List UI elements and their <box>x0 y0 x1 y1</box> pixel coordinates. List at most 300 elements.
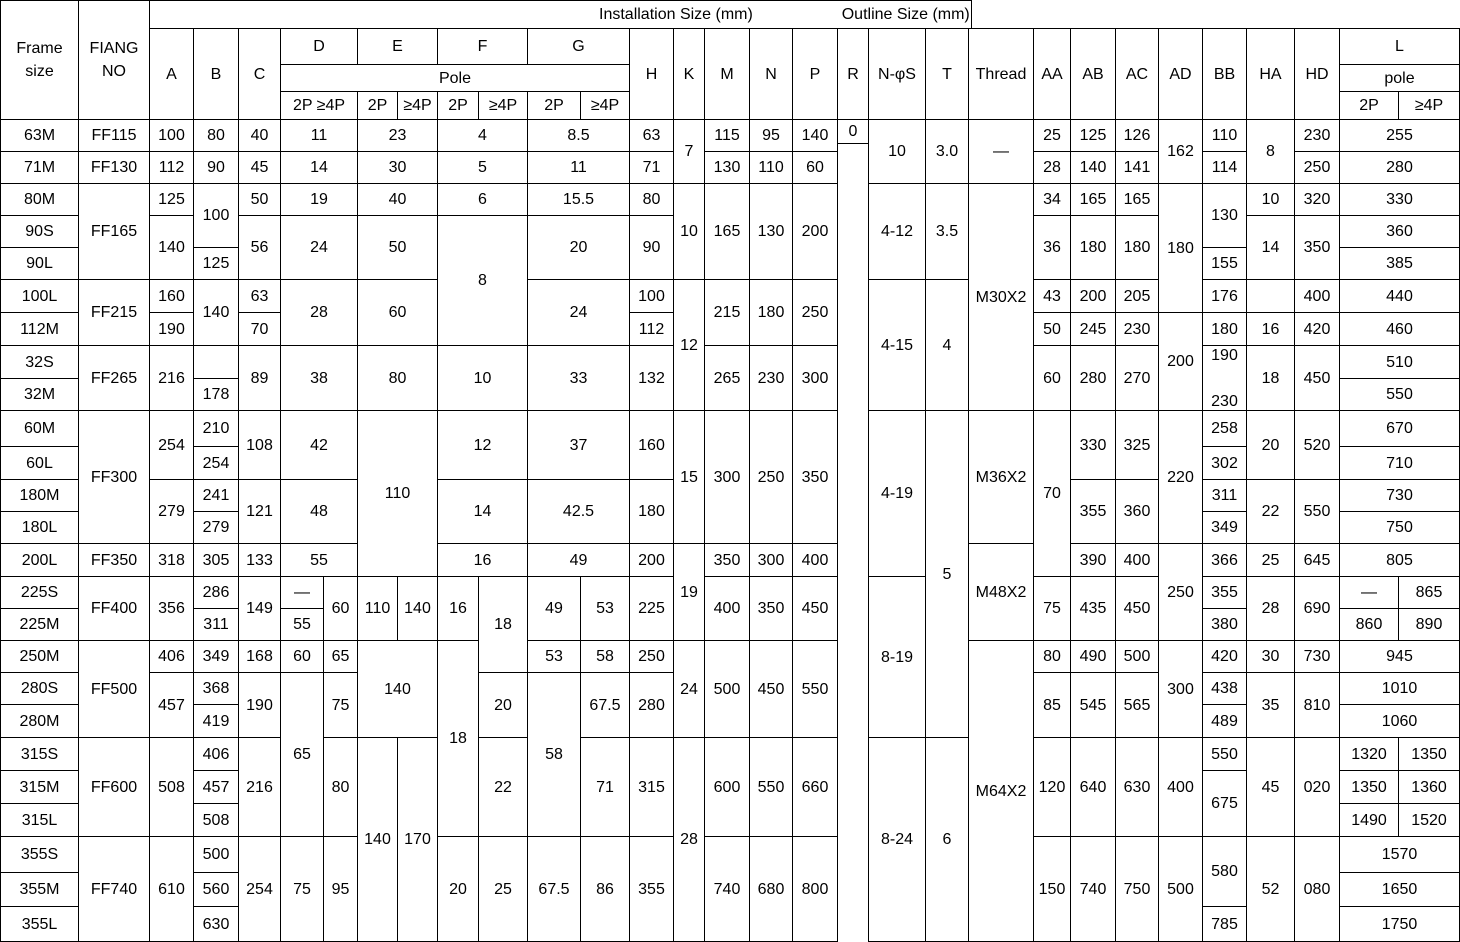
table-cell: 108 <box>238 410 281 480</box>
table-cell: 8 <box>1246 119 1295 184</box>
table-cell: 315M <box>0 770 79 804</box>
table-cell: 355L <box>0 906 79 942</box>
table-cell: 86 <box>580 836 630 942</box>
table-cell: 489 <box>1202 704 1247 738</box>
header-cell: ≥4P <box>1398 91 1460 120</box>
table-cell: FF165 <box>78 183 150 280</box>
table-cell: 89 <box>238 345 281 411</box>
table-cell: 6 <box>925 737 969 942</box>
table-cell: 190 <box>238 672 281 738</box>
table-cell: 457 <box>193 770 239 804</box>
table-cell: 380 <box>1202 608 1247 641</box>
header-cell: E <box>357 28 438 65</box>
table-cell: 500 <box>1158 836 1203 942</box>
table-cell: 30 <box>357 151 438 184</box>
table-cell: 40 <box>357 183 438 216</box>
table-cell: 85 <box>1033 672 1071 738</box>
table-cell: 60 <box>1033 345 1071 411</box>
table-cell: 60 <box>357 279 438 346</box>
table-cell: 110 <box>357 576 398 641</box>
table-cell: 670 <box>1339 410 1460 447</box>
table-cell: 15.5 <box>527 183 630 216</box>
table-cell: 254 <box>149 410 194 480</box>
table-cell: 55 <box>280 543 358 577</box>
table-cell: 385 <box>1339 247 1460 280</box>
table-cell: 280 <box>1070 345 1116 411</box>
table-cell: 60L <box>0 446 79 480</box>
table-cell: 250 <box>629 640 674 673</box>
table-cell: 67.5 <box>580 672 630 738</box>
table-cell: 400 <box>1158 737 1203 837</box>
table-cell: 640 <box>1070 737 1116 837</box>
table-cell: 115 <box>704 119 750 152</box>
table-cell: 560 <box>193 872 239 907</box>
header-cell: HD <box>1294 28 1340 120</box>
table-cell: 400 <box>1115 543 1159 577</box>
header-cell: C <box>238 28 281 120</box>
table-cell: 141 <box>1115 151 1159 184</box>
table-cell: 7 <box>673 119 705 184</box>
table-cell: 50 <box>1033 312 1071 346</box>
table-cell: 49 <box>527 543 630 577</box>
table-cell: 368 <box>193 672 239 705</box>
table-cell: 110 <box>357 410 438 577</box>
table-cell: 19 <box>673 543 705 641</box>
table-cell: 302 <box>1202 446 1247 480</box>
table-cell: 250 <box>1158 543 1203 641</box>
header-cell: AC <box>1115 28 1159 120</box>
table-cell: 730 <box>1339 479 1460 512</box>
table-cell: 63M <box>0 119 79 152</box>
table-cell: 255 <box>1339 119 1460 152</box>
table-cell: 645 <box>1294 543 1340 577</box>
table-cell: 95 <box>323 836 358 942</box>
table-cell: 510 <box>1339 345 1460 379</box>
table-cell: 330 <box>1070 410 1116 480</box>
table-cell: M48X2 <box>968 543 1034 641</box>
table-cell: 508 <box>149 737 194 837</box>
table-cell: 18 <box>478 576 528 673</box>
table-cell: 80 <box>323 737 358 837</box>
table-cell: 4-19 <box>868 410 926 577</box>
header-cell: AA <box>1033 28 1071 120</box>
table-cell: 800 <box>792 836 838 942</box>
table-cell: 33 <box>527 345 630 411</box>
table-cell: 860 <box>1339 608 1399 641</box>
table-cell: 165 <box>704 183 750 280</box>
table-cell: 286 <box>193 576 239 609</box>
table-cell: 16 <box>1246 312 1295 346</box>
header-cell: 2P <box>357 91 398 120</box>
table-cell: 95 <box>749 119 793 152</box>
table-cell: 216 <box>238 737 281 837</box>
table-cell: 349 <box>1202 511 1247 544</box>
table-cell: 438 <box>1202 672 1247 705</box>
header-cell: B <box>193 28 239 120</box>
header-cell: G <box>527 28 630 65</box>
table-cell: 53 <box>527 640 581 673</box>
header-cell: M <box>704 28 750 120</box>
table-cell: 300 <box>792 345 838 411</box>
table-cell: 740 <box>1070 836 1116 942</box>
table-cell: 50 <box>238 183 281 216</box>
table-cell: 5 <box>437 151 528 184</box>
table-cell: 250 <box>792 279 838 346</box>
table-cell: FF300 <box>78 410 150 544</box>
table-cell: 330 <box>1339 183 1460 216</box>
table-cell: 75 <box>323 672 358 738</box>
table-cell: 80 <box>193 119 239 152</box>
table-cell: FF215 <box>78 279 150 346</box>
table-cell: 10 <box>437 345 528 411</box>
table-cell: 1060 <box>1339 704 1460 738</box>
table-cell: 250 <box>1294 151 1340 184</box>
table-cell: 58 <box>527 672 581 837</box>
table-cell: 11 <box>527 151 630 184</box>
table-cell: 460 <box>1339 312 1460 346</box>
table-cell: 155 <box>1202 247 1247 280</box>
table-cell: 40 <box>238 119 281 152</box>
table-cell: FF740 <box>78 836 150 942</box>
table-cell: 1320 <box>1339 737 1399 771</box>
table-cell: 318 <box>149 543 194 577</box>
table-cell: 1490 <box>1339 803 1399 837</box>
table-cell: 180 <box>1070 215 1116 280</box>
header-cell: L <box>1339 28 1460 65</box>
table-cell: 305 <box>193 543 239 577</box>
table-cell: 37 <box>527 410 630 480</box>
table-cell: 14 <box>280 151 358 184</box>
table-cell: 945 <box>1339 640 1460 673</box>
table-cell: 350 <box>1294 215 1340 280</box>
table-cell: 20 <box>1246 410 1295 480</box>
table-cell: 508 <box>193 803 239 837</box>
table-cell: 400 <box>792 543 838 577</box>
table-cell: 550 <box>1294 479 1340 544</box>
table-cell: 280S <box>0 672 79 705</box>
table-cell: 245 <box>1070 312 1116 346</box>
table-cell: 60M <box>0 410 79 447</box>
table-cell: 254 <box>238 836 281 942</box>
table-cell: 71 <box>580 737 630 837</box>
table-cell: 71 <box>629 151 674 184</box>
table-cell: 180L <box>0 511 79 544</box>
table-cell: 100 <box>629 279 674 313</box>
table-cell: 216 <box>149 345 194 411</box>
table-cell: 1570 <box>1339 836 1460 873</box>
table-cell: 350 <box>792 410 838 544</box>
table-cell: 675 <box>1202 770 1247 837</box>
table-cell: 10 <box>673 183 705 280</box>
table-cell: 125 <box>1070 119 1116 152</box>
table-cell: FF115 <box>78 119 150 152</box>
table-cell: 67.5 <box>527 836 581 942</box>
table-cell: 080 <box>1294 836 1340 942</box>
table-cell: 60 <box>792 151 838 184</box>
table-cell: 58 <box>580 640 630 673</box>
table-cell: 205 <box>1115 279 1159 313</box>
table-cell: 710 <box>1339 446 1460 480</box>
table-cell: 71M <box>0 151 79 184</box>
table-cell: 60 <box>323 576 358 641</box>
table-cell: 440 <box>1339 279 1460 313</box>
table-cell: 56 <box>238 215 281 280</box>
table-cell: 42 <box>280 410 358 480</box>
table-cell: 75 <box>1033 576 1071 641</box>
table-cell: 52 <box>1246 836 1295 942</box>
table-cell: 162 <box>1158 119 1203 184</box>
table-cell: — <box>968 119 1034 184</box>
table-cell: 300 <box>749 543 793 577</box>
table-cell: 200 <box>1070 279 1116 313</box>
header-cell: BB <box>1202 28 1247 120</box>
table-cell: 20 <box>478 672 528 738</box>
table-cell: 65 <box>323 640 358 673</box>
header-cell: R <box>837 28 869 120</box>
table-cell: 750 <box>1339 511 1460 544</box>
table-cell: 90S <box>0 215 79 248</box>
table-cell: FF400 <box>78 576 150 641</box>
table-cell: 610 <box>149 836 194 942</box>
table-cell: 630 <box>193 906 239 942</box>
table-cell: 419 <box>193 704 239 738</box>
table-cell: M64X2 <box>968 640 1034 942</box>
table-cell: 355 <box>1202 576 1247 609</box>
table-cell: 545 <box>1070 672 1116 738</box>
table-cell: 150 <box>1033 836 1071 942</box>
table-cell: 100 <box>193 183 239 248</box>
table-cell: 48 <box>280 479 358 544</box>
table-cell: 12 <box>437 410 528 480</box>
table-cell: 210 <box>193 410 239 447</box>
header-cell: 2P <box>527 91 581 120</box>
table-cell: 43 <box>1033 279 1071 313</box>
table-cell: 19 <box>280 183 358 216</box>
table-cell: 490 <box>1070 640 1116 673</box>
table-cell: 215 <box>704 279 750 346</box>
header-cell: N <box>749 28 793 120</box>
table-cell: — <box>1339 576 1399 609</box>
table-cell: 250M <box>0 640 79 673</box>
table-cell: 140 <box>792 119 838 152</box>
table-cell: 300 <box>704 410 750 544</box>
table-cell: 349 <box>193 640 239 673</box>
table-cell: 550 <box>1339 378 1460 411</box>
table-cell: 406 <box>149 640 194 673</box>
table-cell: 140 <box>397 576 438 641</box>
table-cell: FF500 <box>78 640 150 738</box>
table-cell: 500 <box>1115 640 1159 673</box>
table-cell: 325 <box>1115 410 1159 480</box>
table-cell: 140 <box>193 279 239 346</box>
table-cell: 250 <box>749 410 793 544</box>
table-cell: 225 <box>629 576 674 641</box>
table-cell: — <box>280 576 324 609</box>
table-cell: 6 <box>437 183 528 216</box>
table-cell: 630 <box>1115 737 1159 837</box>
table-cell: 500 <box>704 640 750 738</box>
table-cell: 225M <box>0 608 79 641</box>
table-cell: 450 <box>749 640 793 738</box>
header-cell: Thread <box>968 28 1034 120</box>
table-cell: 70 <box>1033 410 1071 577</box>
table-cell: 355S <box>0 836 79 873</box>
table-cell: 140 <box>1070 151 1116 184</box>
table-cell: 30 <box>1246 640 1295 673</box>
table-cell: 112M <box>0 312 79 346</box>
table-cell: 22 <box>1246 479 1295 544</box>
table-cell: 25 <box>1033 119 1071 152</box>
table-cell: 24 <box>527 279 630 346</box>
table-cell: 130 <box>704 151 750 184</box>
table-cell: 366 <box>1202 543 1247 577</box>
table-cell: 785 <box>1202 906 1247 942</box>
table-cell: 390 <box>1070 543 1116 577</box>
table-cell: 110 <box>1202 119 1247 152</box>
header-cell: 2P <box>437 91 479 120</box>
table-cell: 565 <box>1115 672 1159 738</box>
table-cell: 14 <box>1246 215 1295 280</box>
table-cell: 53 <box>580 576 630 641</box>
table-cell: FF265 <box>78 345 150 411</box>
table-cell: 230 <box>1115 312 1159 346</box>
table-cell: 4-12 <box>868 183 926 280</box>
header-cell: Frame size <box>0 0 79 120</box>
table-cell: 125 <box>193 247 239 280</box>
table-cell: 16 <box>437 543 528 577</box>
header-cell: A <box>149 28 194 120</box>
table-cell: 16 <box>437 576 479 641</box>
table-cell: 100L <box>0 279 79 313</box>
table-cell: 200 <box>1158 312 1203 411</box>
header-cell: K <box>673 28 705 120</box>
table-cell: 70 <box>238 312 281 346</box>
table-cell: 254 <box>193 446 239 480</box>
table-cell: 1360 <box>1398 770 1460 804</box>
table-cell: 170 <box>397 737 438 942</box>
header-cell: AB <box>1070 28 1116 120</box>
table-cell: 740 <box>704 836 750 942</box>
table-cell: 121 <box>238 479 281 544</box>
table-cell: 126 <box>1115 119 1159 152</box>
table-cell: 42.5 <box>527 479 630 544</box>
table-cell: 450 <box>792 576 838 641</box>
table-cell: 1520 <box>1398 803 1460 837</box>
table-cell: 80 <box>629 183 674 216</box>
header-cell: ≥4P <box>397 91 438 120</box>
table-cell: 112 <box>149 151 194 184</box>
table-cell: 110 <box>749 151 793 184</box>
table-cell: 520 <box>1294 410 1340 480</box>
table-cell: 200 <box>629 543 674 577</box>
table-cell: 125 <box>149 183 194 216</box>
table-cell: 75 <box>280 836 324 942</box>
table-cell: 270 <box>1115 345 1159 411</box>
table-cell: 130 <box>749 183 793 280</box>
table-cell: 279 <box>193 511 239 544</box>
header-cell: F <box>437 28 528 65</box>
table-cell: 35 <box>1246 672 1295 738</box>
table-cell: 165 <box>1070 183 1116 216</box>
table-cell: 12 <box>673 279 705 411</box>
table-cell: 15 <box>673 410 705 544</box>
table-cell: 230 <box>1294 119 1340 152</box>
table-cell: 355M <box>0 872 79 907</box>
table-cell: 168 <box>238 640 281 673</box>
table-cell: 4 <box>925 279 969 411</box>
table-cell: 865 <box>1398 576 1460 609</box>
table-cell: 400 <box>704 576 750 641</box>
table-cell: 80 <box>357 345 438 411</box>
table-cell: 55 <box>280 608 324 641</box>
header-cell: P <box>792 28 838 120</box>
table-cell: 280 <box>629 672 674 738</box>
table-cell: 25 <box>478 836 528 942</box>
table-cell: 680 <box>749 836 793 942</box>
table-cell: 140 <box>149 215 194 280</box>
header-cell: T <box>925 28 969 120</box>
table-cell: 315L <box>0 803 79 837</box>
table-cell: 80M <box>0 183 79 216</box>
table-cell: 300 <box>1158 640 1203 738</box>
table-cell: 450 <box>1115 576 1159 641</box>
table-cell: 550 <box>749 737 793 837</box>
table-cell: 1650 <box>1339 872 1460 907</box>
header-cell: Pole <box>280 64 630 92</box>
table-cell: 178 <box>193 378 239 411</box>
table-cell: 34 <box>1033 183 1071 216</box>
table-cell: 140 <box>357 640 438 738</box>
table-cell: 165 <box>1115 183 1159 216</box>
table-cell: 130 <box>1202 183 1247 248</box>
table-cell: 220 <box>1158 410 1203 544</box>
table-cell: 1010 <box>1339 672 1460 705</box>
table-cell: 80 <box>1033 640 1071 673</box>
table-cell: 450 <box>1294 345 1340 411</box>
table-cell: 32S <box>0 345 79 379</box>
table-cell: 90 <box>193 151 239 184</box>
table-cell: 24 <box>280 215 358 280</box>
table-cell: 32M <box>0 378 79 411</box>
table-cell: 160 <box>149 279 194 313</box>
table-cell: 60 <box>280 640 324 673</box>
table-cell: 140 <box>357 737 398 942</box>
table-cell: 23 <box>357 119 438 152</box>
table-cell: 24 <box>673 640 705 738</box>
table-cell: 90 <box>629 215 674 280</box>
table-cell: 315 <box>629 737 674 837</box>
header-cell: ≥4P <box>580 91 630 120</box>
table-cell: 890 <box>1398 608 1460 641</box>
table-cell: 49 <box>527 576 581 641</box>
table-cell: 660 <box>792 737 838 837</box>
table-cell: 8-24 <box>868 737 926 942</box>
table-cell <box>193 345 239 379</box>
table-cell: M30X2 <box>968 183 1034 411</box>
table-cell: 360 <box>1115 479 1159 544</box>
table-cell: 38 <box>280 345 358 411</box>
table-cell: 20 <box>527 215 630 280</box>
table-cell: 180 <box>1202 312 1247 346</box>
table-cell: 112 <box>629 312 674 346</box>
header-cell: D <box>280 28 358 65</box>
table-cell: 190 <box>149 312 194 346</box>
table-cell: 406 <box>193 737 239 771</box>
table-cell: 149 <box>238 576 281 641</box>
table-cell: 200 <box>792 183 838 280</box>
table-cell: 810 <box>1294 672 1340 738</box>
header-cell: AD <box>1158 28 1203 120</box>
